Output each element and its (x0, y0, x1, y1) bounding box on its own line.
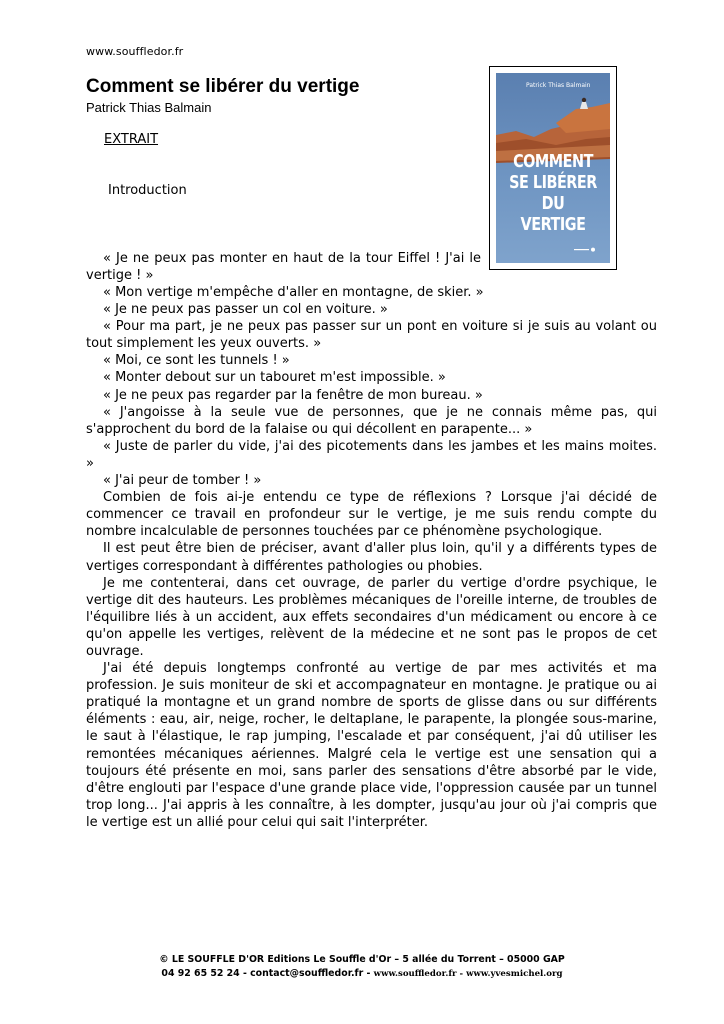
section-heading: Introduction (108, 183, 187, 198)
body-text (86, 284, 657, 831)
author-name: Patrick Thias Balmain (86, 100, 212, 115)
paragraph: Il est peut être bien de préciser, avant d'aller plus loin, qu'il y a différents types de vertiges correspondant à différentes pathologies ou phobies. (86, 541, 657, 574)
paragraph: Je me contenterai, dans cet ouvrage, de parler du vertige d'ordre psychique, le vertige dit des hauteurs. Les problèmes mécaniques de l'oreille interne, de troubles de l'équilibre liés à un accident, aux effets secondaires d'un médicament ou encore à ce qu'on appelle les vertiges, relèvent de la médecine et ne sont pas le propos de cet ouvrage. (86, 575, 657, 659)
paragraph: « Juste de parler du vide, j'ai des picotements dans les jambes et les mains moites. » (86, 438, 657, 471)
paragraph: « J'ai peur de tomber ! » (103, 473, 262, 489)
publisher-logo-icon (574, 247, 596, 253)
paragraph: « Mon vertige m'empêche d'aller en montagne, de skier. » (103, 285, 484, 300)
cover-title-line: SE LIBÉRER (509, 172, 597, 193)
page-title: Comment se libérer du vertige (86, 76, 360, 97)
paragraph: « Pour ma part, je ne peux pas passer sur un pont en voiture si je suis au volant ou tout simplement les yeux ouverts. » (86, 319, 657, 352)
paragraph: J'ai été depuis longtemps confronté au vertige de par mes activités et ma profession. Je suis moniteur de ski et accompagnateur en montagne. Je pratique ou ai pratiqué la montagne et un grand nombre de sports de glisse dans ou sur différents éléments : eau, air, neige, rocher, le deltaplane, le parapente, la plongée sous-marine, le saut à l'élastique, le rap jumping, l'escalade et par conséquent, j'ai dû utiliser les remontées mécaniques aériennes. Malgré cela le vertige est une sensation qui a toujours été présente en moi, sans parler des sensations d'être absorbé par le vide, d'être englouti par l'espace d'une grande place vide, l'oppression causée par un tunnel trop long... J'ai appris à les connaître, à les dompter, jusqu'au jour où j'ai compris que le vertige est un allié pour celui qui sait l'interpréter. (86, 661, 657, 830)
body-text-top (86, 250, 481, 284)
paragraph: « Monter debout sur un tabouret m'est impossible. » (103, 370, 446, 386)
cover-title (507, 151, 598, 235)
paragraph: Combien de fois ai-je entendu ce type de réflexions ? Lorsque j'ai décidé de commencer ce travail en profondeur sur le vertige, je me suis rendu compte du nombre incalculable de personnes touchées par ce phénomène psychologique. (86, 490, 657, 540)
paragraph: « Moi, ce sont les tunnels ! » (103, 353, 290, 369)
book-cover-frame (489, 66, 617, 270)
footer-contact (0, 968, 724, 979)
site-url: www.souffledor.fr (86, 45, 184, 58)
cover-author: Patrick Thias Balmain (526, 82, 591, 89)
paragraph: « Je ne peux pas monter en haut de la tour Eiffel ! J'ai le vertige ! » (86, 251, 481, 284)
paragraph: « Je ne peux pas passer un col en voiture. » (103, 302, 388, 318)
footer-contact-info: 04 92 65 52 24 - contact@souffledor.fr - (161, 968, 371, 979)
extrait-label: EXTRAIT (104, 132, 159, 147)
book-cover (496, 73, 610, 263)
cover-title-line: COMMENT (513, 151, 593, 172)
paragraph: « J'angoisse à la seule vue de personnes, que je ne connais même pas, qui s'approchent du bord de la falaise ou qui décollent en parapente... » (86, 404, 657, 437)
paragraph: « Je ne peux pas regarder par la fenêtre de mon bureau. » (103, 387, 483, 403)
cover-title-line: DU VERTIGE (520, 193, 586, 235)
footer-publisher: © LE SOUFFLE D'OR Editions Le Souffle d'Or – 5 allée du Torrent – 05000 GAP (159, 954, 565, 965)
footer-websites: www.souffledor.fr - www.yvesmichel.org (373, 969, 563, 979)
